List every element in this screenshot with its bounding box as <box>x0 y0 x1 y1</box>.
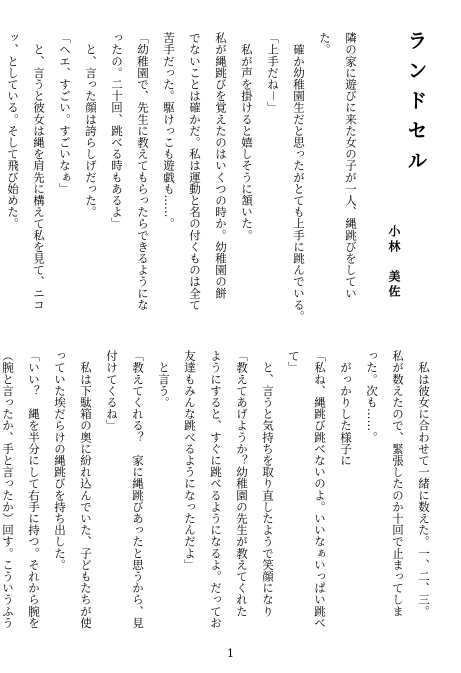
text-line: 私が声を掛けると嬉しそうに頷いた。 <box>240 32 254 241</box>
text-line: 私が数えたので、緊張したのか十回で止まってしま <box>391 350 405 617</box>
author-name: 小林 美佐 <box>387 225 401 300</box>
text-line: 「教えてあげようか？幼稚園の先生が教えてくれた <box>235 350 249 617</box>
text-line: 友達もみんな跳べるようになったんだよ」 <box>183 350 197 571</box>
text-line: 私が縄跳びを覚えたのはいくつの時か。幼稚園の餅 <box>214 32 228 299</box>
text-line: と、言うと彼女は縄を肩先に構えて私を見て、ニコ <box>32 32 46 311</box>
text-line: 「教えてくれる？ 家に縄跳びあったと思うから、見 <box>131 350 145 629</box>
text-line: 隣の家に遊びに来た女の子が一人、縄跳びをしてい <box>344 32 358 299</box>
text-block-top <box>6 32 364 332</box>
text-line: 「いい？ 縄を半分にして右手に持つ。それから腕を <box>27 350 41 629</box>
page-number: 1 <box>227 647 234 660</box>
text-block-bottom <box>1 350 437 650</box>
text-line: 苦手だった。駆けっこも遊戯も……。 <box>162 32 176 230</box>
text-line: でないことは確かだ。私は運動と名の付くものは全て <box>188 32 202 311</box>
text-line: ったの。二十回、跳べる時もあるよ」 <box>110 32 124 230</box>
text-line: と、言うと気持ちを取り直したようで笑顔になり <box>261 350 275 617</box>
text-line: っていた埃だらけの縄跳びを持ち出した。 <box>53 350 67 571</box>
text-line: た。 <box>318 32 332 56</box>
text-line: 「私ね、縄跳び跳べないのよ。いいなぁいっぱい跳べ <box>313 350 327 629</box>
text-line: 「上手だね－」 <box>266 32 280 114</box>
text-line: と言う。 <box>157 350 171 408</box>
text-line: ようにすると、すぐに跳べるようになるよ。だってお <box>209 350 223 629</box>
text-line: て」 <box>287 350 301 374</box>
story-title: ランドセル <box>404 30 428 180</box>
text-line: った。次も……。 <box>365 350 379 443</box>
text-line: 「ヘエ、すごい。すごいなぁ」 <box>58 32 72 195</box>
text-line: （腕と言ったか、手と言ったか）回す。こういうふう <box>1 350 15 629</box>
text-line: 私は彼女に合わせて一緒に数えた。一、二、三。 <box>417 350 431 617</box>
text-line: 「幼稚園で、先生に教えてもらったらできるようにな <box>136 32 150 311</box>
text-line: ッ、としている。そして飛び始めた。 <box>6 32 20 230</box>
text-line: 確か幼稚園生だと思ったがとても上手に跳んでいる。 <box>292 32 306 322</box>
text-line: がっかりした様子に <box>339 350 353 466</box>
text-line: 私は下駄箱の奥に紛れ込んでいた、子どもたちが使 <box>79 350 93 629</box>
text-line: 付けてくるね」 <box>105 350 119 432</box>
text-line: と、言った顔は誇らしげだった。 <box>84 32 98 218</box>
